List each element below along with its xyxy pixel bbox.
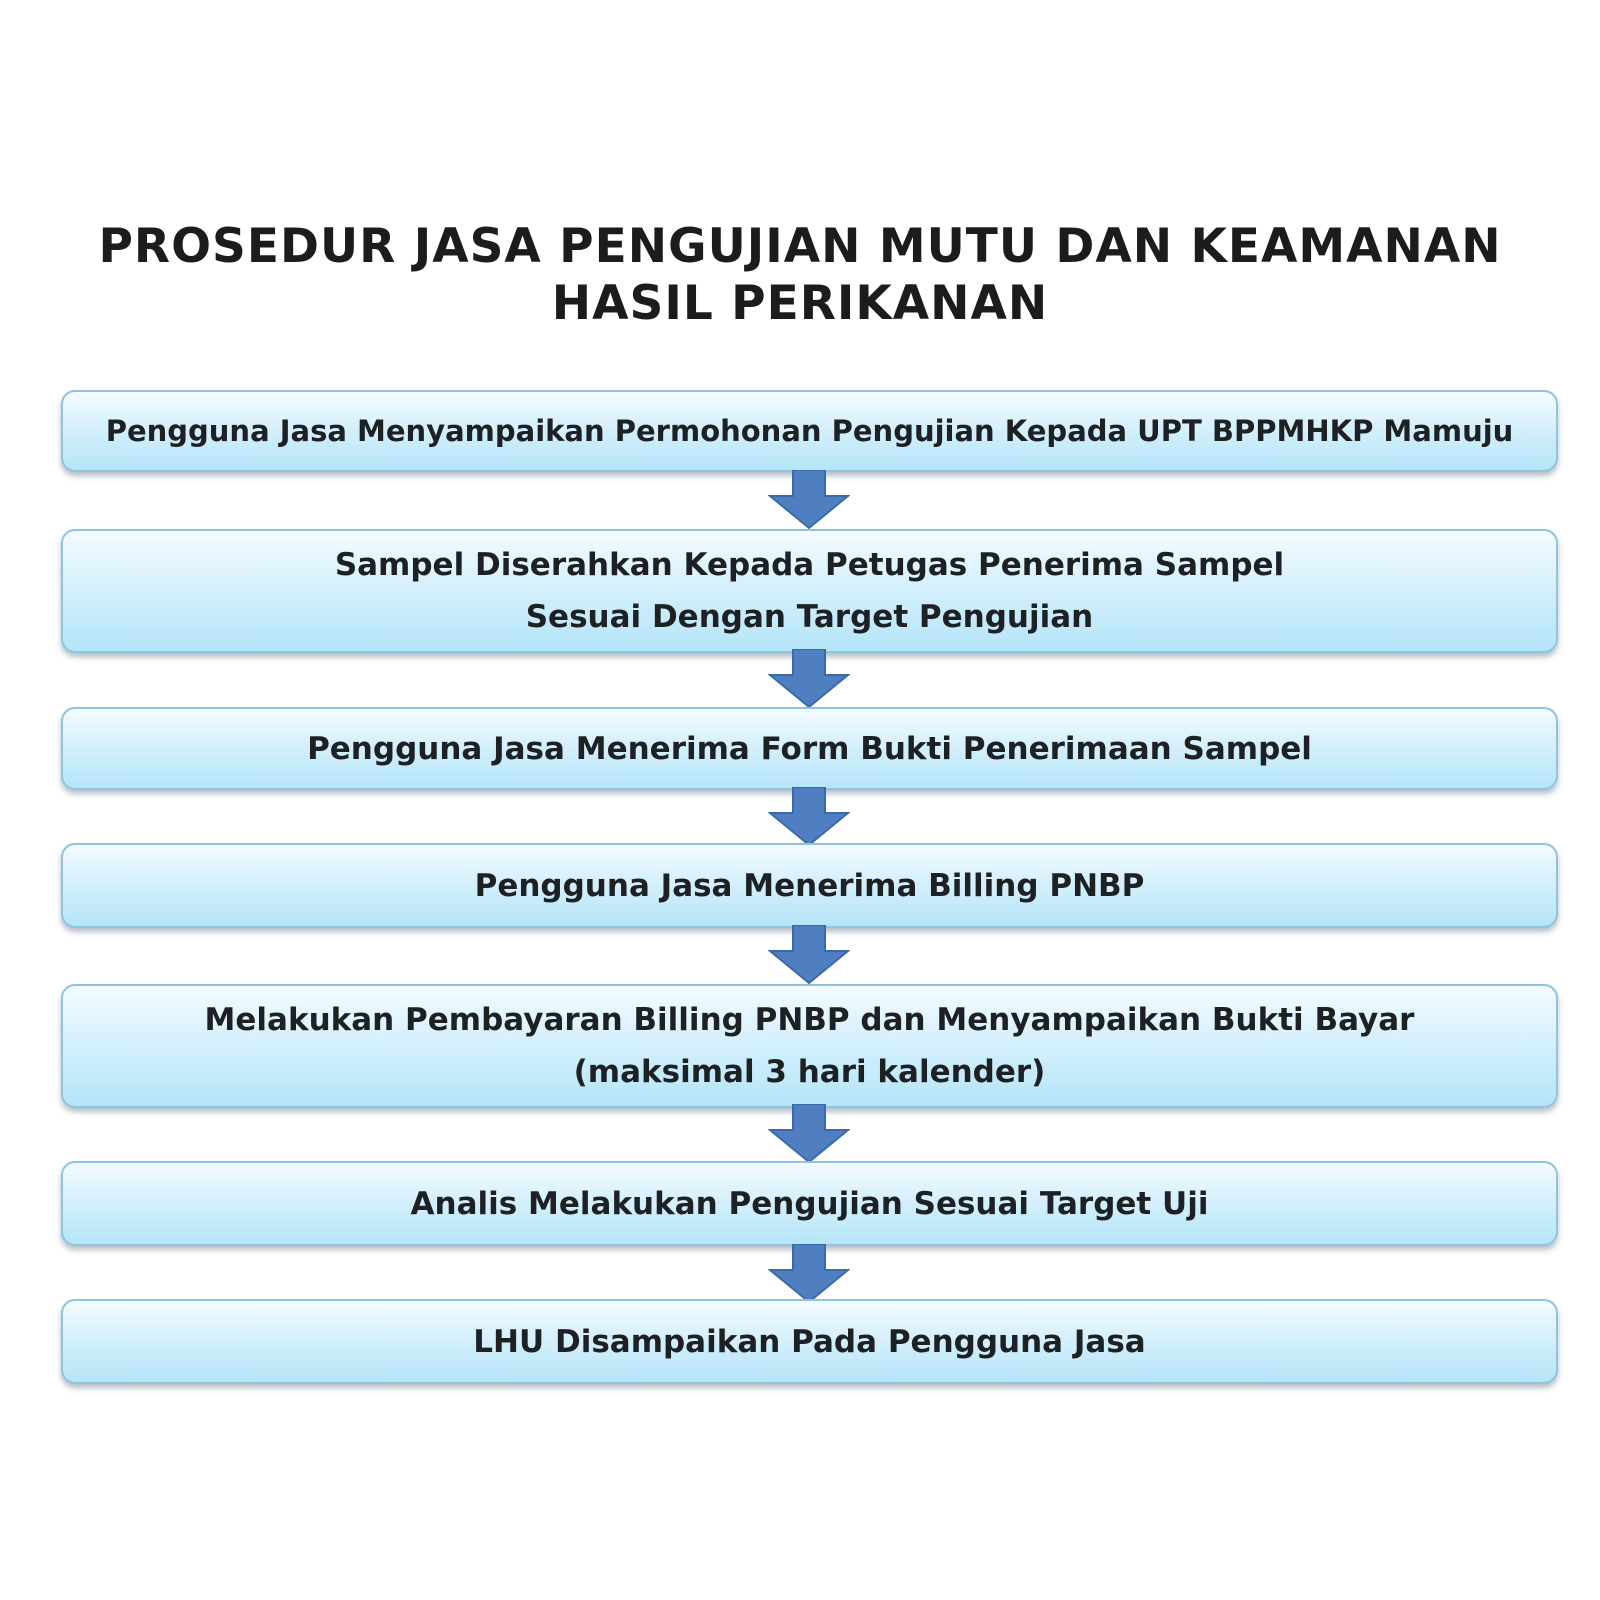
step-4-box (61, 843, 1558, 928)
step-1-text (106, 405, 1514, 457)
title-line-1: PROSEDUR JASA PENGUJIAN MUTU DAN KEAMANAN (98, 219, 1502, 274)
step-6-box (61, 1161, 1558, 1246)
step-3-box (61, 707, 1558, 790)
flow-arrow-6 (768, 1244, 850, 1304)
step-6-line-1: Analis Melakukan Pengujian Sesuai Target Uji (410, 1185, 1209, 1222)
step-5-line-1: Melakukan Pembayaran Billing PNBP dan Menyampaikan Bukti Bayar (204, 1002, 1415, 1038)
step-6-text (411, 1178, 1209, 1230)
step-4-line-1: Pengguna Jasa Menerima Billing PNBP (474, 867, 1145, 904)
step-3-line-1: Pengguna Jasa Menerima Form Bukti Penerimaan Sampel (307, 730, 1312, 767)
step-1-line-1: Pengguna Jasa Menyampaikan Permohonan Pengujian Kepada UPT BPPMHKP Mamuju (105, 414, 1514, 448)
step-7-text (473, 1316, 1145, 1368)
step-7-box (61, 1299, 1558, 1384)
flow-arrow-1 (768, 470, 850, 530)
step-7-line-1: LHU Disampaikan Pada Pengguna Jasa (473, 1323, 1146, 1360)
step-5-box (61, 984, 1558, 1108)
flow-arrow-4 (768, 925, 850, 985)
step-2-line-2: Sesuai Dengan Target Pengujian (525, 599, 1094, 635)
step-2-text (335, 539, 1284, 643)
title-line-2: HASIL PERIKANAN (551, 276, 1049, 331)
flow-arrow-5 (768, 1104, 850, 1164)
flow-arrow-2 (768, 649, 850, 709)
step-5-line-2: (maksimal 3 hari kalender) (573, 1054, 1046, 1090)
step-3-text (307, 723, 1312, 775)
step-5-text (205, 994, 1415, 1098)
step-2-box (61, 529, 1558, 653)
step-2-line-1: Sampel Diserahkan Kepada Petugas Penerima Sampel (334, 547, 1285, 583)
diagram-title (60, 218, 1540, 332)
flow-arrow-3 (768, 787, 850, 847)
step-1-box (61, 390, 1558, 472)
step-4-text (475, 860, 1145, 912)
